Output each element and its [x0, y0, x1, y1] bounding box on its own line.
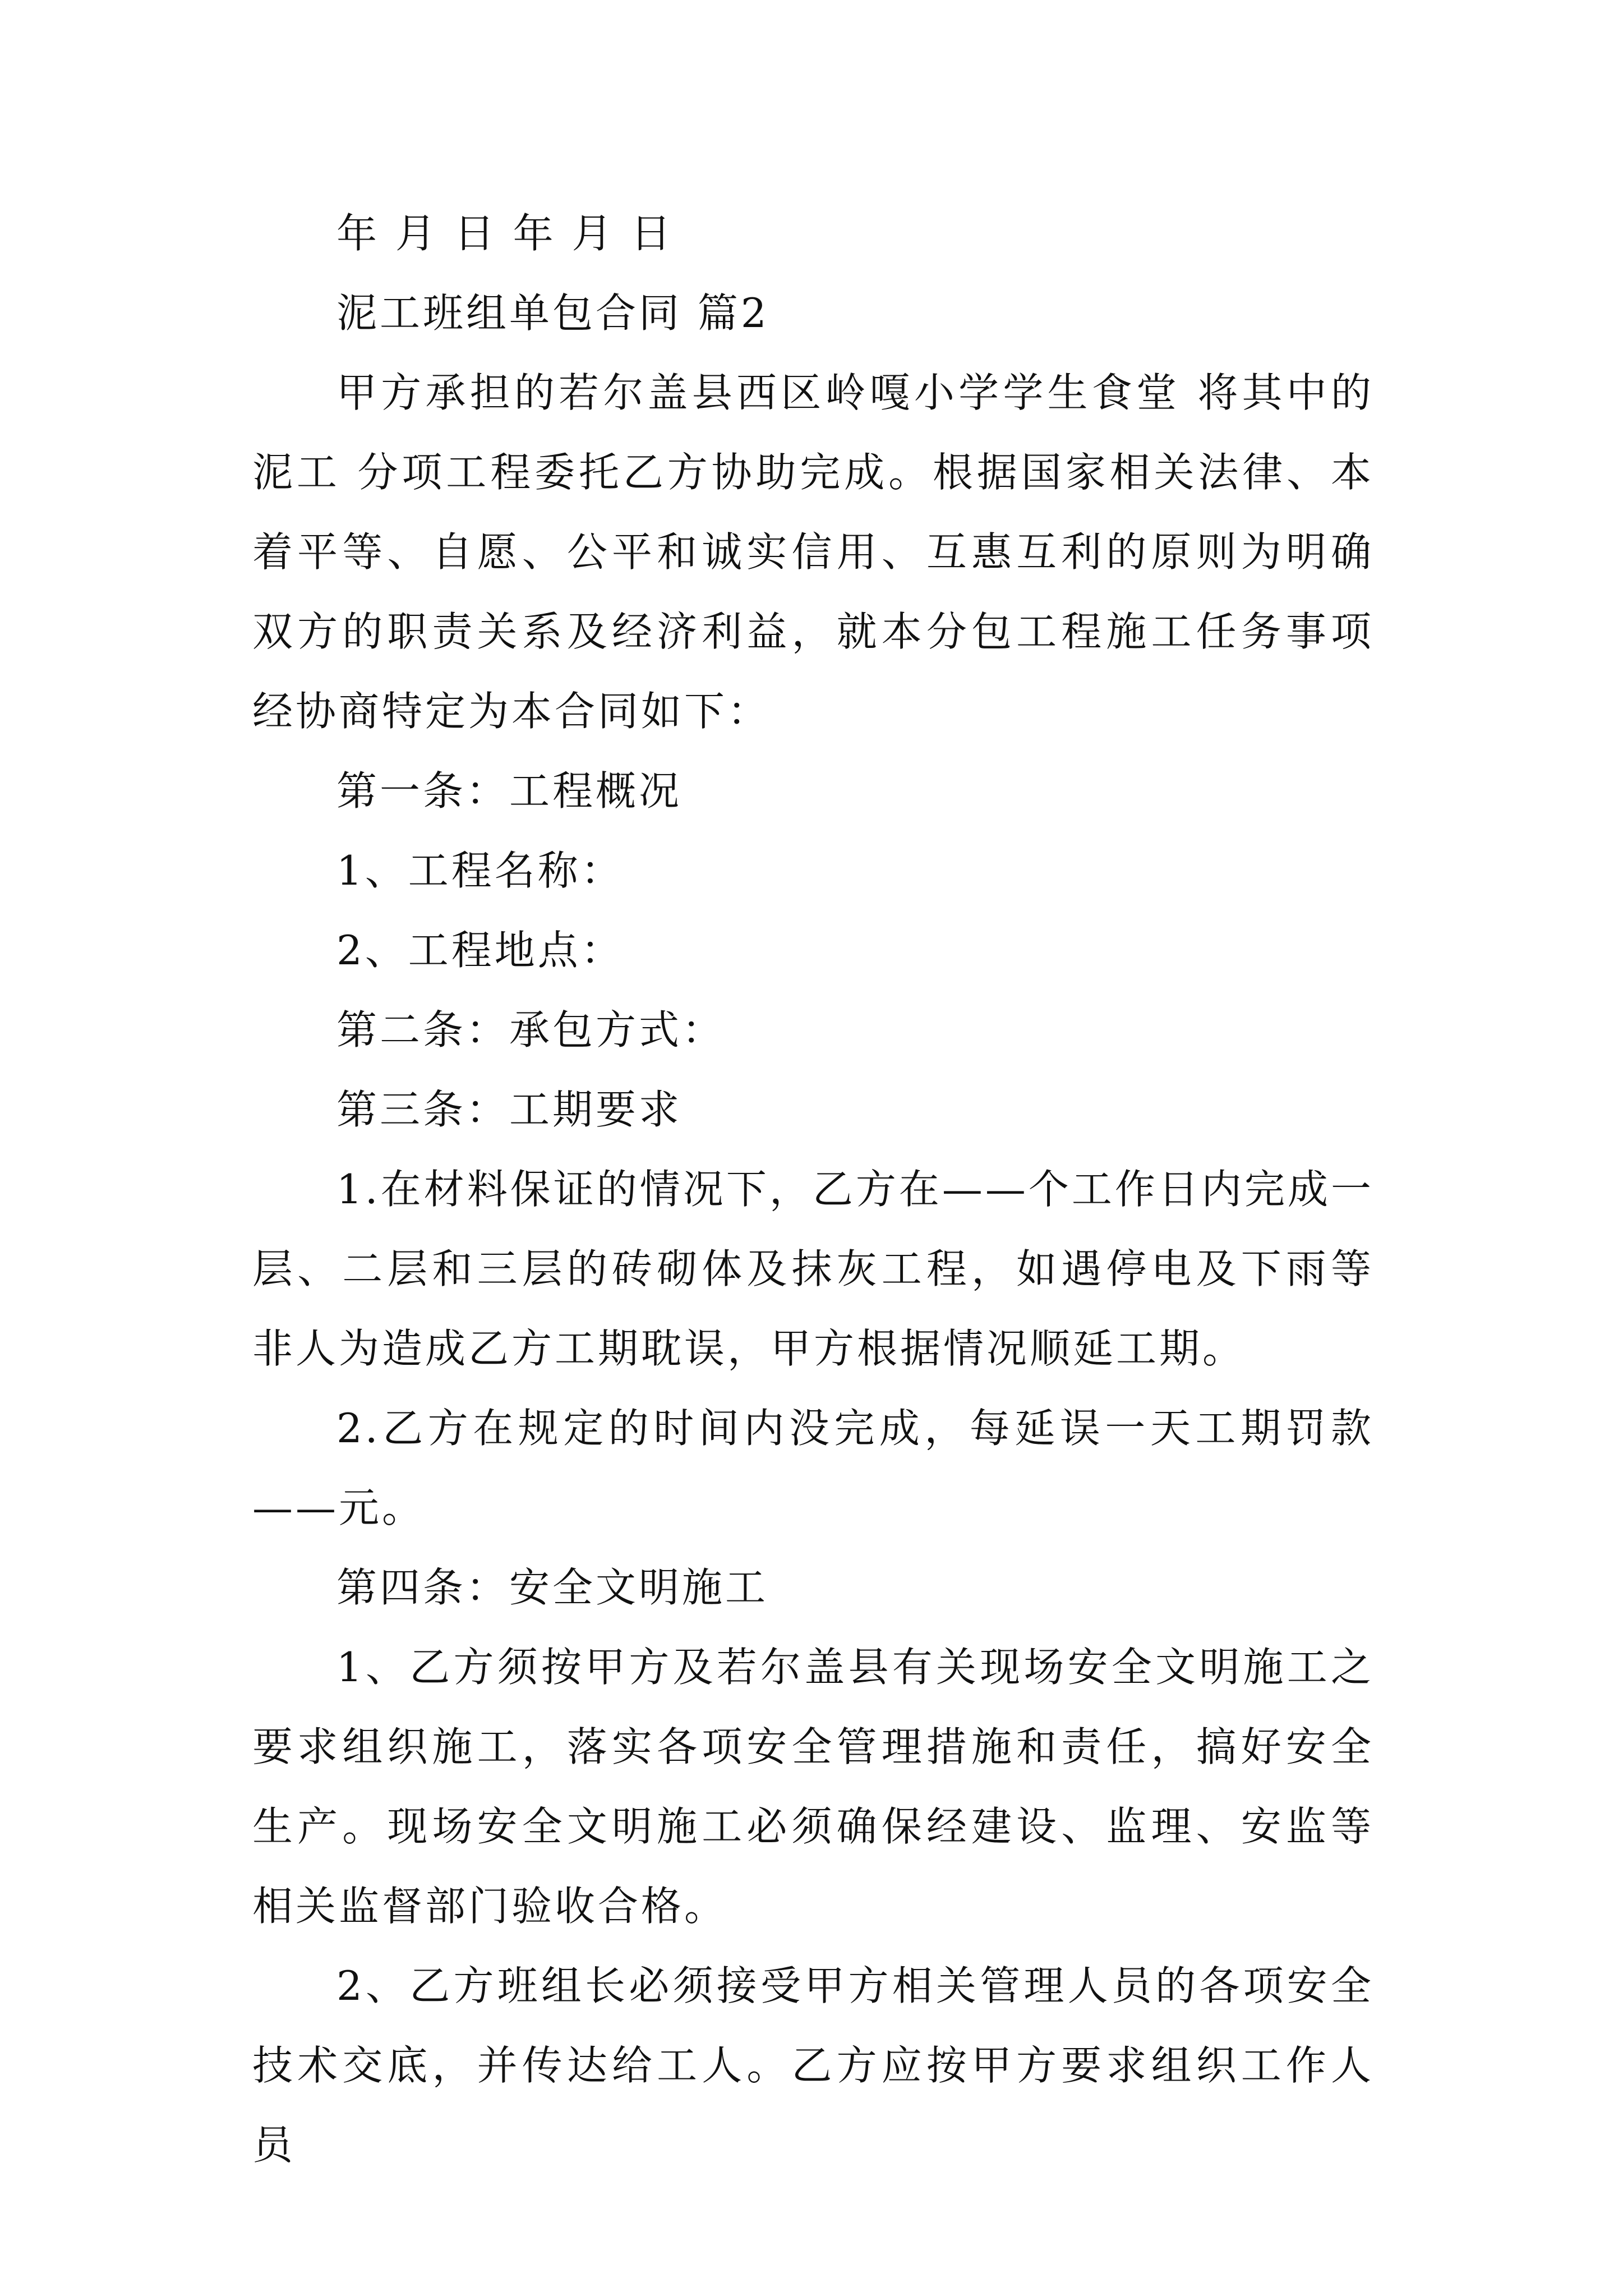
article-2-heading: 第二条：承包方式：	[336, 1006, 726, 1053]
article-1-heading: 第一条：工程概况	[336, 767, 683, 815]
date-line: 年 月 日 年 月 日	[336, 210, 674, 257]
article-4-heading: 第四条：安全文明施工	[336, 1564, 769, 1611]
intro-paragraph: 甲方承担的若尔盖县西区岭嘎小学学生食堂 将其中的泥工 分项工程委托乙方协助完成。根据国家相关法律、本着平等、自愿、公平和诚实信用、互惠互利的原则为明确双方的职责关系及经济利益，就本分包工程施工任务事项经协商特定为本合同如下：	[252, 369, 1374, 735]
article-4-item-2: 2、乙方班组长必须接受甲方相关管理人员的各项安全技术交底，并传达给工人。乙方应按甲方要求组织工作人员	[252, 1962, 1374, 2169]
article-3-item-2: 2.乙方在规定的时间内没完成，每延误一天工期罚款——元。	[252, 1405, 1374, 1531]
article-3-heading: 第三条：工期要求	[336, 1086, 683, 1133]
article-1-item-2: 2、工程地点：	[336, 927, 624, 974]
article-1-item-1: 1、工程名称：	[336, 847, 624, 894]
article-4-item-1: 1、乙方须按甲方及若尔盖县有关现场安全文明施工之要求组织施工，落实各项安全管理措施和责任，搞好安全生产。现场安全文明施工必须确保经建设、监理、安监等相关监督部门验收合格。	[252, 1644, 1374, 1930]
document-body	[252, 194, 1374, 2185]
article-3-item-1: 1.在材料保证的情况下，乙方在——个工作日内完成一层、二层和三层的砖砌体及抹灰工程，如遇停电及下雨等非人为造成乙方工期耽误，甲方根据情况顺延工期。	[252, 1166, 1374, 1372]
document-title: 泥工班组单包合同 篇2	[336, 289, 769, 337]
